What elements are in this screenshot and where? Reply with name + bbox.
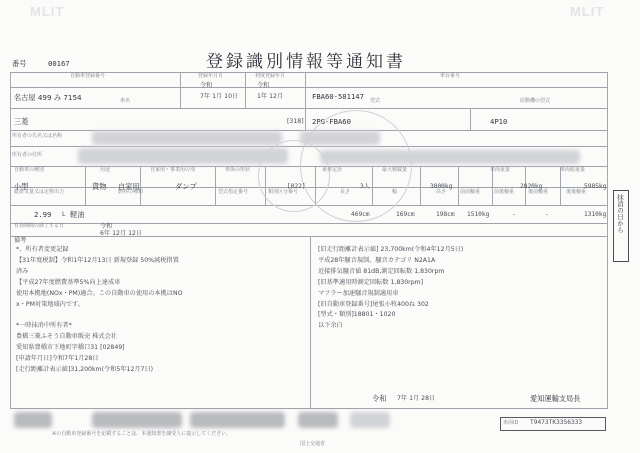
- remark-line: 【平成27年度燃費基準5%向上達成車: [16, 278, 121, 286]
- rule: [245, 72, 246, 108]
- expiry-era: 令和: [100, 223, 113, 230]
- weight-value: 2820kg: [520, 183, 543, 190]
- use-value: 貨物: [92, 182, 107, 191]
- redacted-block: [350, 412, 390, 428]
- mlit-watermark-right: MLIT: [570, 4, 605, 19]
- label-length: 長さ: [340, 189, 351, 195]
- model-code: [318]: [287, 118, 304, 125]
- remark-line: [旧自動車登録番号]尾張小牧400ね 302: [318, 300, 429, 308]
- rule: [470, 108, 471, 130]
- document-title: 登録識別情報等通知書: [206, 52, 406, 72]
- label-chassis: 車台番号: [440, 73, 461, 79]
- max-load-value: 3000kg: [430, 183, 453, 190]
- remark-line: マフラー加速騒音規制適用車: [318, 289, 399, 297]
- remark-line: 平成28年騒音規制、騒音カテゴリ N2A1A: [318, 256, 436, 264]
- mlit-watermark-left: MLIT: [30, 4, 65, 19]
- rule: [85, 166, 86, 205]
- remark-line: 豊橋三菱ふそう自動車販売 株式会社: [16, 333, 117, 341]
- label-type-approval: 型式指定番号: [218, 189, 249, 195]
- redacted-block: [298, 412, 338, 428]
- rule: [10, 408, 608, 409]
- displacement-unit: L: [62, 211, 66, 218]
- remark-line: 近接排気騒音値 81dB,測定回転数 1,830rpm: [318, 267, 445, 275]
- issue-date: 7年 1月 28日: [397, 395, 436, 402]
- vehicle-id-value: T9473TK3356333: [530, 419, 583, 426]
- label-max-load: 最大積載量: [382, 167, 408, 173]
- redacted-owner-name: [92, 131, 282, 145]
- remark-line: 使用本拠地(NOx・PM)適合。この自動車の使用の本拠はNO: [16, 289, 183, 297]
- body-code: [022]: [287, 183, 306, 190]
- remark-line: 以下余白: [318, 322, 343, 330]
- issuing-office: 愛知運輸支局長: [530, 394, 581, 403]
- remark-line: [旧走行距離計表示値] 23,700km(令和4年12月5日): [318, 246, 464, 253]
- chassis-value: FBA60-581147: [312, 92, 364, 101]
- label-model: 型式: [370, 98, 381, 104]
- rule: [310, 236, 311, 408]
- serial-label: 番号: [12, 59, 27, 68]
- label-displacement: 総排気量又は定格出力: [14, 189, 65, 195]
- rule: [10, 72, 11, 408]
- footer-note: ※の自動車登録番号を記載することは、本通知書を譲受人に提示してください。: [52, 431, 232, 437]
- label-maker: 車名: [120, 98, 131, 104]
- label-rear-front-axle: 後前軸重: [528, 189, 549, 195]
- issue-era: 令和: [372, 394, 387, 403]
- redacted-block: [190, 412, 285, 428]
- label-body: 車体の形状: [225, 167, 251, 173]
- fuel-value: 軽油: [70, 210, 85, 219]
- watermark-seal: [300, 110, 412, 222]
- kind-value: 小型: [14, 182, 29, 191]
- label-fuel: 燃料の種類: [118, 189, 144, 195]
- label-reg-number: 自動車登録番号: [70, 73, 106, 79]
- rear-axle-value: 1310kg: [584, 211, 607, 218]
- label-width: 幅: [392, 189, 398, 195]
- label-engine: 原動機の型式: [520, 98, 551, 104]
- private-value: 自家用: [118, 182, 140, 191]
- label-category: 類別区分番号: [268, 189, 299, 195]
- capacity-value: 3人: [360, 183, 370, 190]
- label-first-reg: 初度登録年月: [255, 73, 286, 79]
- body-value: ダンプ: [175, 182, 197, 191]
- remark-line: [型式・類別]18801・1020: [318, 311, 396, 319]
- rule: [10, 87, 608, 88]
- front-rear-axle-value: -: [512, 211, 516, 218]
- rule: [140, 166, 141, 205]
- rule: [180, 72, 181, 108]
- serial-number: 00167: [48, 59, 70, 68]
- remark-line: *一時抹消中所有者*: [16, 322, 72, 330]
- label-capacity: 乗車定員: [322, 167, 343, 173]
- label-reg-date: 登録年月日: [198, 73, 224, 79]
- ministry-stamp: 国土交通省: [300, 441, 326, 447]
- gross-value: 5985kg: [584, 183, 607, 190]
- side-note-box: [613, 190, 629, 262]
- label-owner-name: 所有者の氏名又は名称: [12, 133, 63, 139]
- label-use: 用途: [100, 167, 111, 173]
- engine-value: 4P10: [490, 117, 508, 126]
- redacted-block: [14, 412, 52, 428]
- rear-front-axle-value: -: [545, 211, 549, 218]
- redacted-owner-address: [78, 148, 288, 164]
- rule: [215, 166, 216, 205]
- remarks-label: 備考: [14, 237, 27, 244]
- reg-date-value: 7年 1月 10日: [200, 93, 239, 100]
- rule: [305, 108, 306, 130]
- first-reg-era: 令和: [257, 82, 270, 89]
- label-kind: 自動車の種別: [14, 167, 45, 173]
- label-front-rear-axle: 前後軸重: [494, 189, 515, 195]
- remark-line: [申請年月日]令和7年1月28日: [16, 355, 99, 362]
- remark-line: x・PM対策地域内です。: [16, 300, 84, 308]
- rule: [420, 166, 421, 205]
- rule: [607, 72, 608, 408]
- expiry-date: 6年 12月 12日: [100, 230, 143, 237]
- label-gross: 車両総重量: [560, 167, 586, 173]
- label-private: 自家用・事業用の別: [150, 167, 196, 173]
- remark-line: [旧基準適用時測定回転数 1,830rpm]: [318, 278, 424, 286]
- width-value: 169cm: [396, 211, 415, 218]
- label-weight: 車両重量: [490, 167, 511, 173]
- label-rear-rear-axle: 後後軸重: [566, 189, 587, 195]
- remark-line: 【31年度税制】令和1年12月13日 新規登録 50%減税措置: [16, 256, 179, 264]
- reg-number-value: 名古屋 499 み 7154: [14, 93, 82, 102]
- remark-line: [走行距離計表示値]31,200km(令和5年12月7日): [16, 365, 154, 373]
- label-owner-address: 所有者の住所: [12, 152, 43, 158]
- front-axle-value: 1510kg: [467, 211, 490, 218]
- remark-line: *、所有者変更記録: [16, 246, 69, 253]
- first-reg-value: 1年 12月: [257, 93, 284, 100]
- redacted-block: [92, 412, 182, 428]
- label-front-front-axle: 前前軸重: [460, 189, 481, 195]
- displacement-value: 2.99: [34, 210, 52, 219]
- side-note-text: 抹消の日から: [616, 194, 624, 233]
- height-value: 198cm: [436, 211, 455, 218]
- length-value: 469cm: [351, 211, 370, 218]
- vehicle-id-label: 車両ID: [503, 420, 519, 426]
- rule: [10, 108, 608, 109]
- reg-era: 令和: [200, 82, 213, 89]
- label-expiry: 有効期間の満了する日: [14, 223, 65, 229]
- model-value: 2PG-FBA60: [312, 117, 351, 126]
- label-height: 高さ: [436, 189, 447, 195]
- maker-value: 三菱: [14, 117, 29, 126]
- remark-line: 愛知県豊橋市下地町字橋口31 [02849]: [16, 344, 125, 352]
- rule: [458, 166, 459, 205]
- rule: [305, 72, 306, 108]
- remark-line: 済み: [16, 267, 29, 275]
